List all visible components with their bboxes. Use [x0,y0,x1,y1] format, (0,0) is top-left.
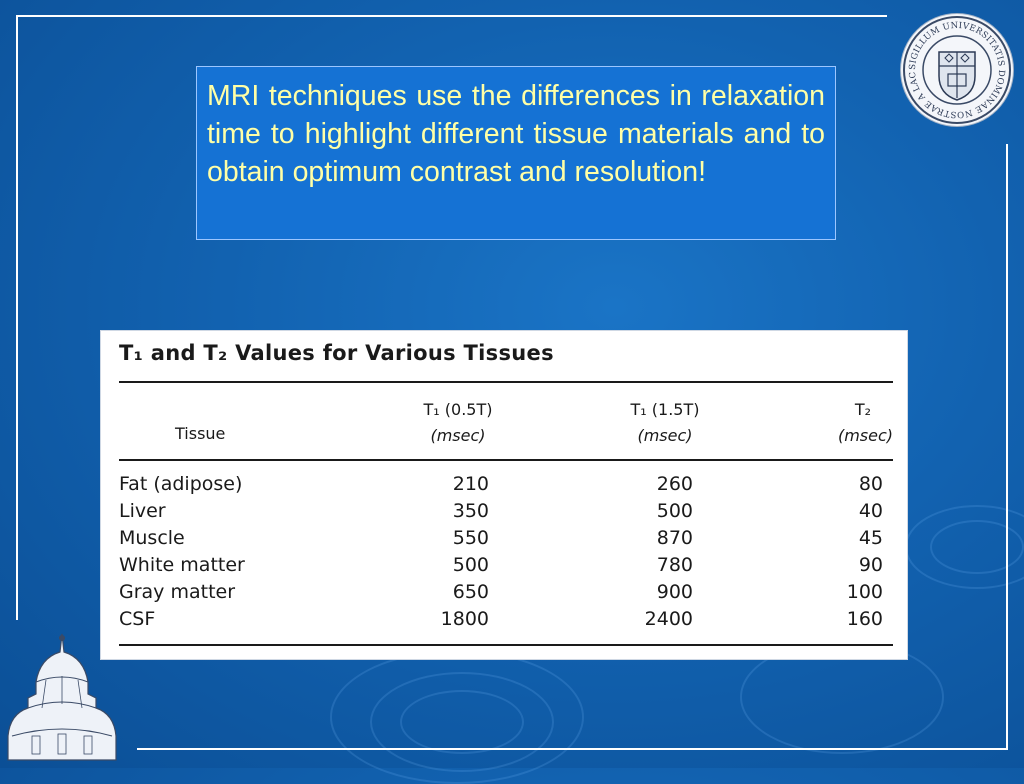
cell-t1-low: 210 [452,473,489,495]
frame-line-top [16,15,887,17]
cell-t1-high: 780 [656,554,693,576]
ripple-decoration [330,650,584,784]
header-t2-label: T₂ [854,400,871,419]
cell-t1-high: 2400 [644,608,693,630]
header-t2-unit: (msec) [837,426,893,445]
header-tissue: Tissue [175,424,226,443]
callout-text: MRI techniques use the differences in relaxation time to highlight different tissue materials and to obtain optimum contrast and resolution! [207,80,825,188]
cell-tissue: Muscle [119,527,185,549]
frame-line-bottom [137,748,1008,750]
table-rule-bottom [119,644,893,646]
cell-t2: 160 [846,608,883,630]
cell-t2: 80 [858,473,883,495]
cell-t1-low: 500 [452,554,489,576]
cell-t1-high: 260 [656,473,693,495]
seal-ring-text: SIGILLUM UNIVERSITATIS DOMINAE NOSTRAE A LAC [907,20,1007,120]
cell-t2: 45 [858,527,883,549]
cell-tissue: Fat (adipose) [119,473,243,495]
cell-t2: 100 [846,581,883,603]
frame-line-right [1006,144,1008,750]
table-rule-top [119,381,893,383]
header-t1-high-label: T₁ (1.5T) [630,400,700,419]
cell-t1-high: 900 [656,581,693,603]
callout-box [196,66,836,240]
frame-line-left [16,15,18,620]
cell-t1-high: 870 [656,527,693,549]
cell-t2: 90 [858,554,883,576]
cell-t2: 40 [858,500,883,522]
header-t1-high [615,397,715,449]
university-seal-logo [901,14,1013,126]
header-t2 [821,397,893,449]
header-t1-low-label: T₁ (0.5T) [423,400,493,419]
dome-illustration [2,628,122,763]
cell-t1-high: 500 [656,500,693,522]
cell-tissue: Liver [119,500,166,522]
header-t1-high-unit: (msec) [637,426,693,445]
tissue-table-panel [100,330,908,660]
cell-tissue: CSF [119,608,156,630]
cell-tissue: White matter [119,554,245,576]
cell-tissue: Gray matter [119,581,236,603]
cell-t1-low: 350 [452,500,489,522]
cell-t1-low: 550 [452,527,489,549]
header-t1-low [411,397,505,449]
header-t1-low-unit: (msec) [430,426,486,445]
table-title: T₁ and T₂ Values for Various Tissues [119,341,554,365]
table-rule-header [119,459,893,461]
cell-t1-low: 1800 [440,608,489,630]
cell-t1-low: 650 [452,581,489,603]
